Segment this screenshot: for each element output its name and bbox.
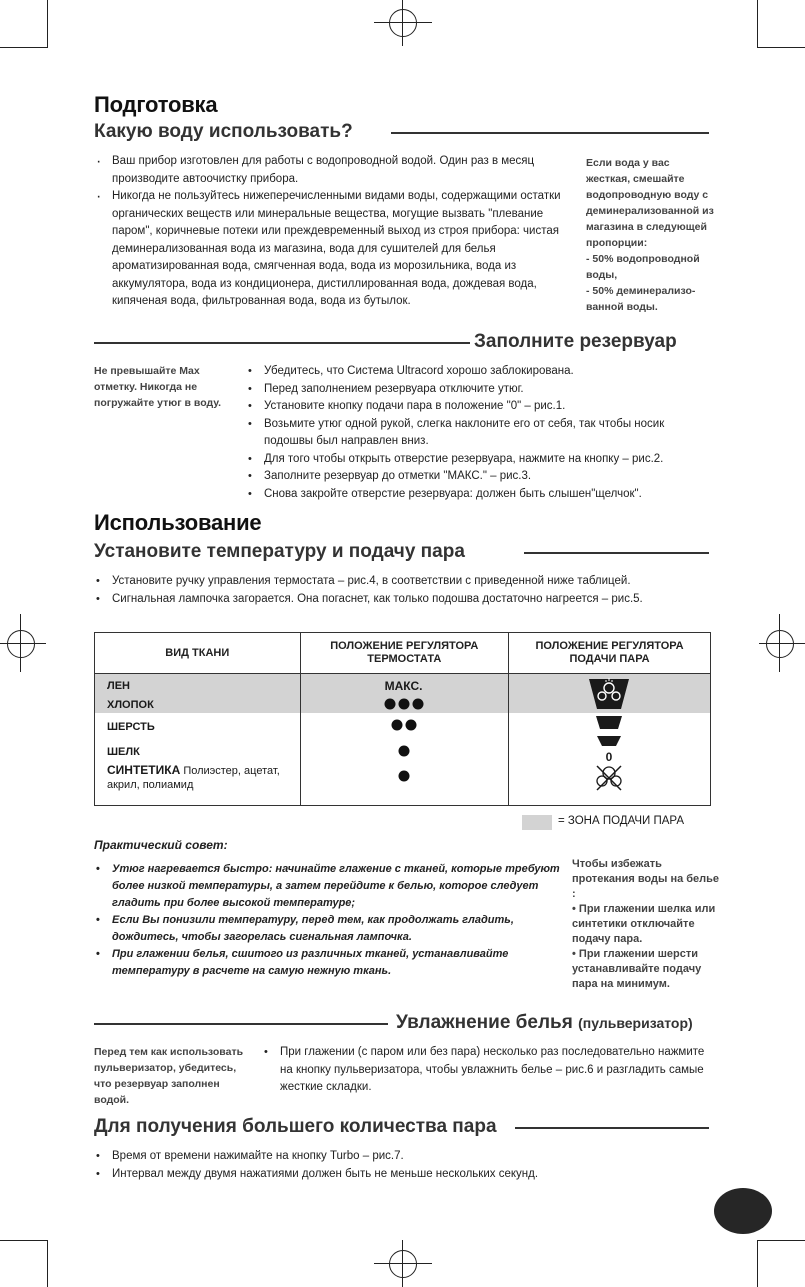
steam-zone-swatch [522,815,552,830]
figure-ref: – рис.5. [601,592,643,605]
registration-mark-icon [389,1250,417,1278]
list-item [262,1044,718,1097]
heading-rule [391,132,709,134]
list-item [246,468,714,486]
note-line: - 50% водопроводной воды, [586,253,700,281]
dots-cotton [384,699,423,710]
dots-wool [391,720,416,731]
figure-ref: – рис.6 [555,1063,594,1076]
thermostat-dot [398,746,409,757]
item-text: Установите кнопку подачи пара в положение "0" [264,400,522,412]
item-text: Перед заполнением резервуара отключите утюг. [264,382,524,395]
thermostat-dot [398,771,409,782]
registration-mark-icon [389,9,417,37]
header-thermostat: ПОЛОЖЕНИЕ РЕГУЛЯТОРА ТЕРМОСТАТА [300,633,508,674]
tips-list [94,861,572,980]
thermostat-dot [398,699,409,710]
list-item: • При глажении белья, сшитого из различных тканей, устанавливайте температуру в расчете на самую нежную ткань. [94,946,572,980]
figure-ref: – рис.3. [490,470,532,482]
fabric-wool: ШЕРСТЬ [107,721,155,733]
leak-side-note [572,857,724,992]
heading-rule [94,1023,388,1025]
header-steam: ПОЛОЖЕНИЕ РЕГУЛЯТОРА ПОДАЧИ ПАРА [509,633,711,674]
steam-zone-legend: = ЗОНА ПОДАЧИ ПАРА [558,815,684,827]
steam-icons [509,674,708,805]
figure-ref: – рис.1. [524,400,566,412]
crop-mark [757,0,758,48]
registration-mark-icon [7,630,35,658]
note-line: Если вода у вас жесткая, смешайте водопроводную воду с деминерализованной из магазина в следующей пропорции: [586,157,714,249]
item-text: Интервал между двумя нажатиями должен быть не меньше нескольких секунд. [112,1167,539,1180]
thermostat-max: МАКС. [384,679,423,693]
item-text: При глажении (с паром или без пара) несколько раз последовательно нажмите на кнопку пульверизатора, чтобы увлажнить белье [280,1046,705,1076]
spray-heading-main: Увлажнение белья [396,1012,573,1033]
note-line: • При глажении шерсти устанавливайте подачу пара на минимум. [572,948,702,990]
water-bullets [94,153,572,311]
spray-heading [396,1012,693,1034]
figure-ref: – рис.2. [622,452,664,465]
item-text: Установите ручку управления термостата [112,575,335,587]
thermostat-column [300,674,508,806]
steam-off-icon [597,766,621,790]
fill-bullets [246,363,714,503]
list-item [246,398,714,416]
list-item [246,381,714,399]
crop-mark [0,47,48,48]
registration-line [0,643,46,644]
steam-low-icon [597,736,621,746]
figure-ref: – рис.7. [362,1150,404,1162]
crop-mark [47,0,48,48]
note-line: • При глажении шелка или синтетики отключайте подачу пара. [572,903,716,945]
section-title-usage: Использование [94,510,262,535]
steam-zero: 0 [605,750,613,764]
thermostat-dots [301,674,507,805]
dots-silk [398,746,409,757]
heading-rule [524,552,709,554]
list-item [94,1148,584,1166]
heading-rule [94,342,470,344]
spray-heading-suffix: (пульверизатор) [578,1015,693,1031]
temp-heading: Установите температуру и подачу пара [94,541,465,562]
synthetics-detail: Полиэстер, ацетат, акрил, полиамид [107,765,280,791]
item-text: Время от времени нажимайте на кнопку Turbo [112,1150,360,1162]
list-item [94,1166,584,1184]
synthetics-label: СИНТЕТИКА [107,763,181,777]
note-line: Не превышайте Max отметку. Никогда не погружайте утюг в воду. [94,365,222,409]
fabric-silk: ШЕЛК [107,746,140,758]
thermostat-dot [412,699,423,710]
registration-line [759,643,805,644]
steam-max-icon [589,678,629,709]
item-text: Снова закройте отверстие резервуара: должен быть слышен"щелчок". [264,487,642,500]
crop-mark [0,1240,48,1241]
item-text: Для того чтобы открыть отверстие резервуара, нажмите на кнопку [264,452,620,465]
section-title-prep: Подготовка [94,92,218,117]
list-item: • Утюг нагревается быстро: начинайте глажение с тканей, которые требуют более низкой температуры, а затем перейдите к белью, которое следует гладить при более высокой температуре; [94,861,572,912]
crop-mark [757,47,805,48]
list-item [246,416,714,451]
list-item [94,591,719,609]
fill-side-note [94,363,234,411]
list-item: • Если Вы понизили температуру, перед тем, как продолжать гладить, дождитесь, чтобы загорелась сигнальная лампочка. [94,912,572,946]
crop-mark [47,1240,48,1287]
dots-synthetics [398,771,409,782]
page-number-badge [714,1188,772,1234]
item-text-after: в соответствии с приведенной ниже таблицей. [382,575,631,587]
thermostat-dot [405,720,416,731]
figure-ref: – рис.4, [337,575,379,587]
note-line: Перед тем как использовать пульверизатор, убедитесь, что резервуар заполнен водой. [94,1046,244,1106]
note-line: - 50% деминерализо-ванной воды. [586,285,696,313]
registration-line [374,22,432,23]
list-item [246,451,714,469]
list-item [94,573,719,591]
list-item: · Никогда не пользуйтесь нижеперечисленными видами воды, содержащими остатки органических веществ или минеральные вещества, могущие вызвать "плевание паром", коричневые потеки или преждевременный выход из строя прибора: чистая деминерализованная вода из магазина, вода для сушителей для белья ароматизированная вода, смягченная вода, вода из морозильника, вода из аккумулятора, вода из кондиционера, дистиллированная вода, дождевая вода, кипяченая вода, фильтрованная вода, вода из бутылок. [94,188,572,311]
registration-line [402,0,403,46]
hard-water-note [586,155,714,315]
fabric-cotton: ХЛОПОК [107,699,154,711]
header-fabric: ВИД ТКАНИ [95,633,301,674]
turbo-bullets [94,1148,584,1183]
fabric-synthetics [107,763,301,792]
list-item: · Ваш прибор изготовлен для работы с водопроводной водой. Один раз в месяц производите автоочистку прибора. [94,153,572,188]
fabric-linen: ЛЕН [107,680,130,692]
registration-line [20,614,21,672]
fabric-column [95,674,301,806]
note-line: Чтобы избежать протекания воды на белье : [572,858,720,900]
tips-title: Практический совет: [94,838,228,852]
turbo-heading: Для получения большего количества пара [94,1116,497,1137]
thermostat-dot [391,720,402,731]
spray-side-note [94,1044,256,1108]
registration-mark-icon [766,630,794,658]
steam-mid-icon [596,716,622,729]
spray-bullets [262,1044,718,1097]
registration-line [779,614,780,672]
fabric-table [94,632,711,806]
steam-column [509,674,711,806]
temp-bullets [94,573,719,608]
item-text: Убедитесь, что Система Ultracord хорошо заблокирована. [264,365,574,377]
thermostat-dot [384,699,395,710]
item-text: Сигнальная лампочка загорается. Она погаснет, как только подошва достаточно нагреется [112,592,599,605]
registration-line [374,1263,432,1264]
crop-mark [757,1240,805,1241]
item-text-after: и разгладить самые жесткие складки. [280,1063,704,1093]
registration-line [402,1240,403,1287]
list-item [246,363,714,381]
water-heading: Какую воду использовать? [94,121,353,142]
item-text: Возьмите утюг одной рукой, слегка наклоните его от себя, так чтобы носик подошвы был направлен вниз. [264,417,665,447]
heading-rule [515,1127,709,1129]
fill-heading: Заполните резервуар [474,331,677,352]
list-item [246,486,714,504]
item-text: Заполните резервуар до отметки "МАКС." [264,470,487,482]
crop-mark [757,1240,758,1287]
